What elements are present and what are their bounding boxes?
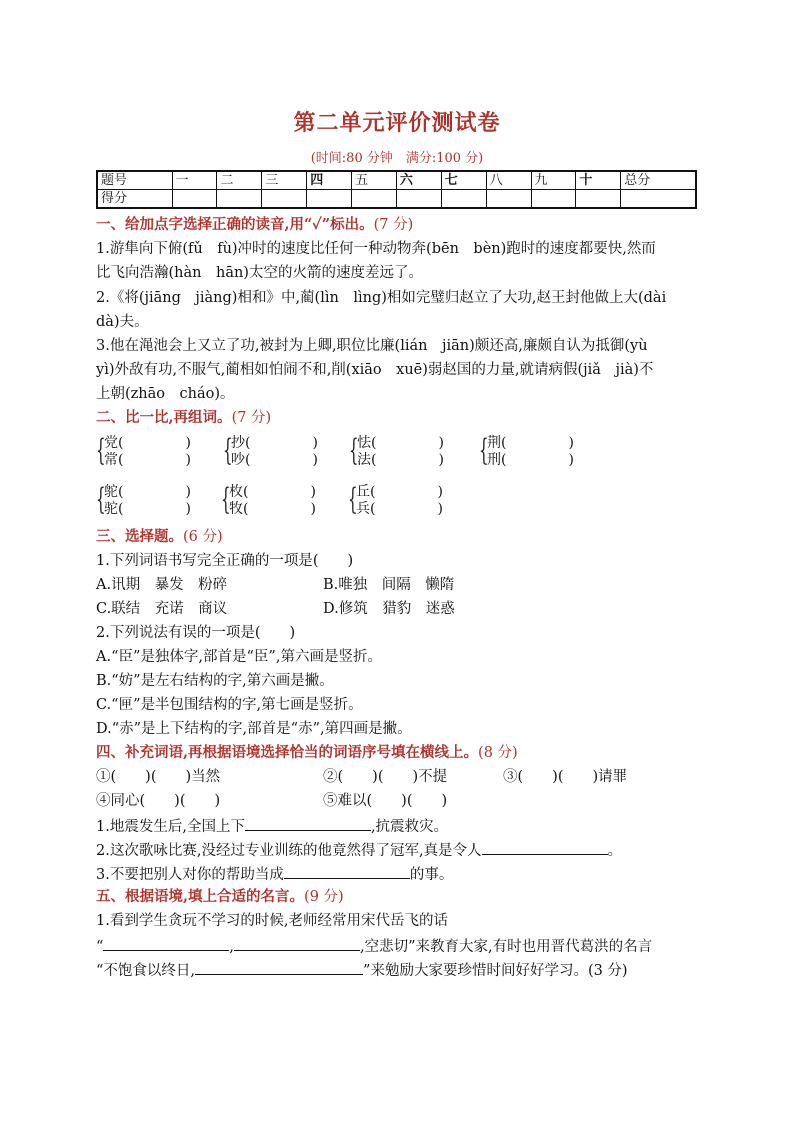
word-char: 怯( — [357, 435, 377, 451]
word-pair-group — [349, 435, 444, 469]
score-table — [96, 170, 697, 209]
paren-close: ) — [438, 435, 444, 451]
table-cell: 总分 — [621, 171, 696, 190]
exam-info: (时间:80 分钟 满分:100 分) — [310, 151, 484, 166]
score-cell[interactable] — [576, 190, 621, 209]
sentence-text: ”来勉励大家要珍惜时间好好学习。(3 分) — [363, 963, 628, 979]
section-title: 三、选择题。 — [96, 528, 183, 545]
option-d[interactable]: D.“赤”是上下结构的字,部首是“赤”,第四画是撇。 — [96, 721, 412, 737]
idiom-blank-4[interactable]: ④同心( )( ) — [96, 793, 221, 809]
fill-sentence — [96, 934, 652, 958]
section-heading — [96, 407, 271, 429]
table-cell: 三 — [262, 171, 307, 190]
word-char: 法( — [357, 452, 377, 468]
paren-close: ) — [185, 501, 191, 517]
table-cell: 得分 — [97, 190, 172, 209]
score-cell[interactable] — [217, 190, 262, 209]
section-title: 一、给加点字选择正确的读音,用“✓”标出。 — [96, 216, 374, 233]
paren-close: ) — [437, 501, 443, 517]
idiom-blank-1[interactable]: ①( )( )当然 — [96, 769, 221, 785]
question-text: 1.下列词语书写完全正确的一项是( ) — [96, 553, 354, 569]
sentence-text: ,抗震救灾。 — [370, 819, 449, 835]
brace-icon: { — [479, 433, 489, 468]
word-pair-group — [96, 435, 191, 469]
question-text: 2.下列说法有误的一项是( ) — [96, 625, 296, 641]
table-cell: 九 — [531, 171, 576, 190]
word-pair-group — [479, 435, 574, 469]
section-points: (9 分) — [304, 889, 344, 905]
section-points: (8 分) — [478, 745, 518, 761]
paren-close: ) — [568, 452, 574, 468]
option-d[interactable]: D.修筑 猎豹 迷惑 — [323, 601, 455, 617]
section-points: (7 分) — [231, 410, 272, 426]
fill-sentence — [96, 958, 628, 982]
word-char: 丘( — [356, 484, 376, 500]
brace-icon: { — [348, 482, 358, 517]
word-char: 枚( — [229, 484, 249, 500]
paren-close: ) — [185, 452, 191, 468]
score-cell[interactable] — [262, 190, 307, 209]
paren-close: ) — [437, 484, 443, 500]
paren-close: ) — [312, 435, 318, 451]
brace-icon: { — [349, 433, 359, 468]
brace-icon: { — [96, 433, 106, 468]
brace-icon: { — [221, 482, 231, 517]
answer-line[interactable] — [195, 958, 363, 975]
section-heading — [96, 214, 413, 236]
fill-sentence — [96, 862, 453, 886]
word-char: 刑( — [487, 452, 507, 468]
table-cell: 二 — [217, 171, 262, 190]
answer-line[interactable] — [245, 814, 371, 831]
option-a[interactable]: A.“臣”是独体字,部首是“臣”,第六画是竖折。 — [96, 649, 382, 665]
sentence-text: 。 — [607, 843, 623, 859]
paren-close: ) — [310, 484, 316, 500]
table-cell: 十 — [576, 171, 621, 190]
word-char: 兵( — [356, 501, 376, 517]
table-cell: 八 — [486, 171, 531, 190]
section-heading — [96, 886, 344, 908]
section-title: 五、根据语境,填上合适的名言。 — [96, 888, 305, 905]
sentence-text: “ — [96, 939, 104, 955]
paren-close: ) — [185, 484, 191, 500]
question-text: 1.游隼向下俯(fǔ fù)冲时的速度比任何一种动物奔(bēn bèn)跑时的速度都要快,然而 — [96, 241, 656, 257]
table-cell: 一 — [172, 171, 217, 190]
option-c[interactable]: C.“匣”是半包围结构的字,第七画是竖折。 — [96, 697, 363, 713]
score-cell[interactable] — [307, 190, 352, 209]
word-pair-group — [223, 435, 318, 469]
paren-close: ) — [312, 452, 318, 468]
question-text: 比飞向浩瀚(hàn hān)太空的火箭的速度差远了。 — [96, 265, 423, 281]
table-row — [97, 171, 696, 190]
question-text: 3.他在渑池会上又立了功,被封为上卿,职位比廉(lián jiān)颇还高,廉颇自认为抵御(yù — [96, 338, 648, 354]
option-b[interactable]: B.“妨”是左右结构的字,第六画是撇。 — [96, 673, 334, 689]
word-pair-group — [221, 484, 316, 518]
idiom-blank-3[interactable]: ③( )( )请罪 — [503, 769, 628, 785]
brace-icon: { — [223, 433, 233, 468]
sentence-text: 1.地震发生后,全国上下 — [96, 819, 245, 835]
word-char: 牧( — [229, 501, 249, 517]
question-text: 1.看到学生贪玩不学习的时候,老师经常用宋代岳飞的话 — [96, 913, 448, 929]
table-row — [97, 190, 696, 209]
brace-icon: { — [96, 482, 106, 517]
section-points: (6 分) — [183, 529, 223, 545]
section-title: 四、补充词语,再根据语境选择恰当的词语序号填在横线上。 — [96, 744, 479, 761]
sentence-text: “不饱食以终日, — [96, 963, 196, 979]
paren-close: ) — [568, 435, 574, 451]
word-pair-group — [348, 484, 443, 518]
section-heading — [96, 526, 223, 548]
word-pair-group — [96, 484, 191, 518]
fill-sentence — [96, 814, 448, 838]
question-text: yì)外敌有功,不服气,蔺相如怕闹不和,削(xiāo xuē)弱赵国的力量,就请病假(jiǎ jià)不 — [96, 362, 654, 378]
score-cell[interactable] — [441, 190, 486, 209]
question-text: 上朝(zhāo cháo)。 — [96, 386, 235, 402]
word-char: 驼( — [104, 501, 124, 517]
sentence-text: ,空悲切”来教育大家,有时也用晋代葛洪的名言 — [360, 939, 653, 955]
sentence-text: , — [229, 939, 235, 955]
score-cell[interactable] — [621, 190, 696, 209]
score-cell[interactable] — [172, 190, 217, 209]
score-cell[interactable] — [352, 190, 397, 209]
paren-close: ) — [438, 452, 444, 468]
sentence-text: 3.不要把别人对你的帮助当成 — [96, 867, 284, 883]
question-text: dà)夫。 — [96, 314, 149, 330]
section-points: (7 分) — [373, 217, 414, 233]
word-char: 抄( — [231, 435, 251, 451]
word-char: 鸵( — [104, 484, 124, 500]
sentence-text: 2.这次歌咏比赛,没经过专业训练的他竟然得了冠军,真是令人 — [96, 843, 482, 859]
option-b[interactable]: B.唯独 间隔 懒隋 — [323, 577, 455, 593]
answer-line[interactable] — [284, 862, 410, 879]
paren-close: ) — [310, 501, 316, 517]
sentence-text: 的事。 — [409, 867, 454, 883]
score-cell[interactable] — [486, 190, 531, 209]
option-c[interactable]: C.联结 充诺 商议 — [96, 601, 228, 617]
question-text: 2.《将(jiāng jiàng)相和》中,蔺(lìn lìng)相如完璧归赵立了大功,赵王封他做上大(dài — [96, 290, 667, 306]
paren-close: ) — [185, 435, 191, 451]
fill-sentence — [96, 838, 622, 862]
idiom-blank-5[interactable]: ⑤难以( )( ) — [323, 793, 448, 809]
table-cell: 七 — [441, 171, 486, 190]
option-a[interactable]: A.讯期 暴发 粉碎 — [96, 577, 228, 593]
score-cell[interactable] — [396, 190, 441, 209]
idiom-blank-2[interactable]: ②( )( )不提 — [323, 769, 448, 785]
table-cell: 六 — [396, 171, 441, 190]
section-heading — [96, 742, 518, 764]
table-cell: 题号 — [97, 171, 172, 190]
answer-line[interactable] — [103, 934, 229, 951]
answer-line[interactable] — [234, 934, 360, 951]
word-char: 常( — [104, 452, 124, 468]
table-cell: 五 — [352, 171, 397, 190]
word-char: 荆( — [487, 435, 507, 451]
section-title: 二、比一比,再组词。 — [96, 409, 232, 426]
word-char: 吵( — [231, 452, 251, 468]
word-char: 党( — [104, 435, 124, 451]
score-cell[interactable] — [531, 190, 576, 209]
answer-line[interactable] — [482, 838, 608, 855]
table-cell: 四 — [307, 171, 352, 190]
page-title: 第二单元评价测试卷 — [293, 110, 501, 136]
